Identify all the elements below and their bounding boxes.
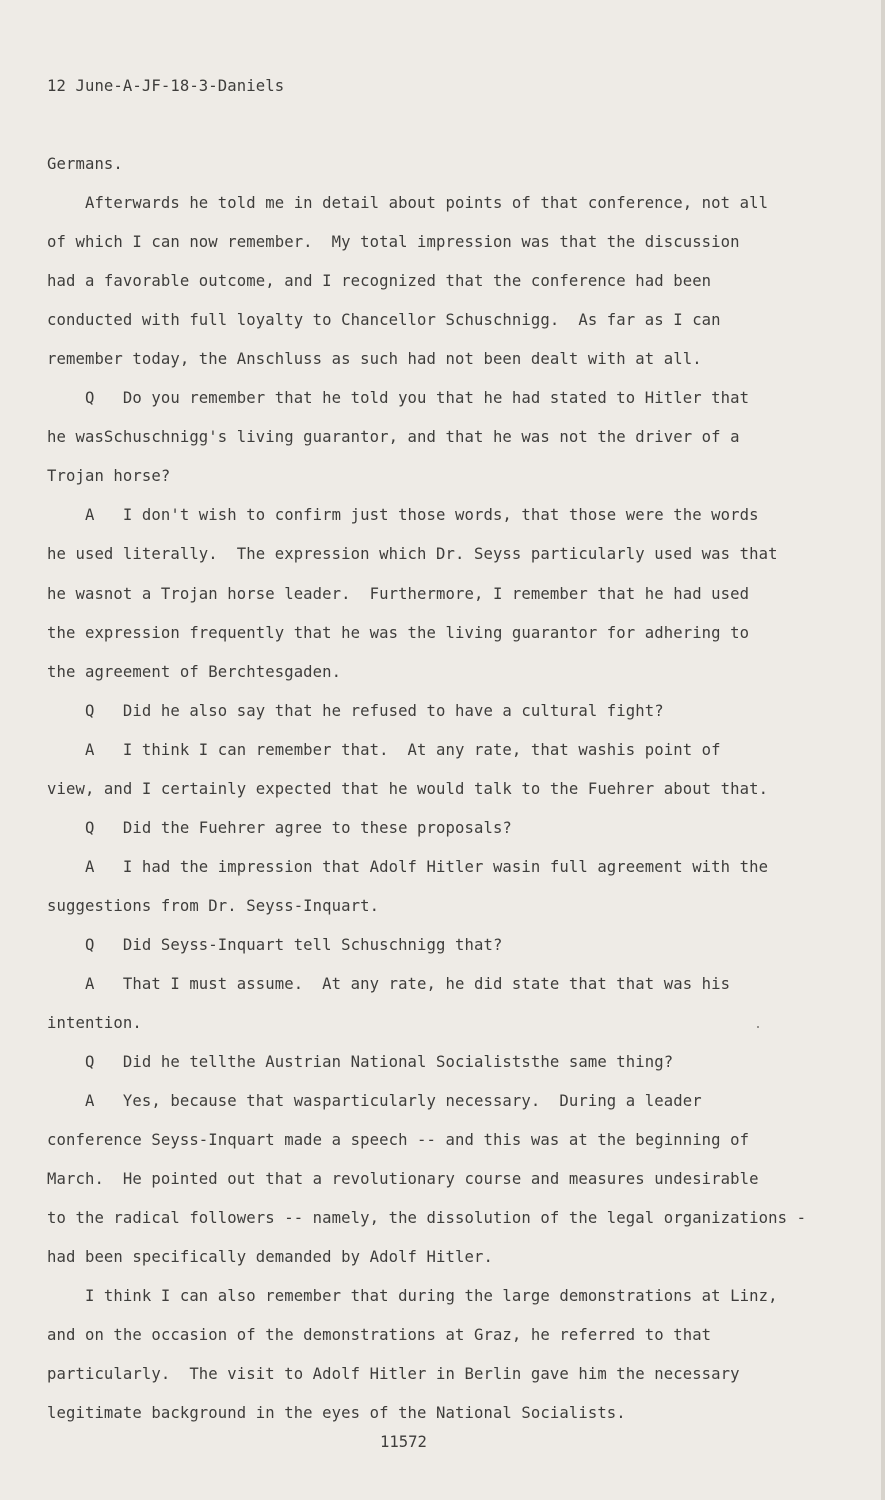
text-line: and on the occasion of the demonstrations at Graz, he referred to that bbox=[47, 1326, 712, 1344]
text-line: had a favorable outcome, and I recognized that the conference had been bbox=[47, 272, 712, 290]
text-line: Afterwards he told me in detail about points of that conference, not all bbox=[47, 194, 769, 212]
text-line: March. He pointed out that a revolutionary course and measures undesirable bbox=[47, 1170, 759, 1188]
text-line: Germans. bbox=[47, 155, 123, 173]
text-line: legitimate background in the eyes of the National Socialists. bbox=[47, 1404, 626, 1422]
text-line: intention. bbox=[47, 1014, 142, 1032]
text-line: Q Do you remember that he told you that he had stated to Hitler that bbox=[47, 389, 750, 407]
text-line: to the radical followers -- namely, the dissolution of the legal organizations - bbox=[47, 1209, 807, 1227]
text-line: A I don't wish to confirm just those words, that those were the words bbox=[47, 506, 759, 524]
text-line: I think I can also remember that during the large demonstrations at Linz, bbox=[47, 1287, 778, 1305]
text-line: Q Did the Fuehrer agree to these proposals? bbox=[47, 819, 512, 837]
text-line: A I think I can remember that. At any rate, that washis point of bbox=[47, 741, 721, 759]
text-line: remember today, the Anschluss as such had not been dealt with at all. bbox=[47, 350, 702, 368]
text-line: particularly. The visit to Adolf Hitler in Berlin gave him the necessary bbox=[47, 1365, 740, 1383]
page-edge bbox=[881, 0, 885, 1500]
text-line: Q Did Seyss-Inquart tell Schuschnigg that? bbox=[47, 936, 503, 954]
text-line: the expression frequently that he was the living guarantor for adhering to bbox=[47, 624, 750, 642]
text-line: he used literally. The expression which Dr. Seyss particularly used was that bbox=[47, 545, 778, 563]
text-line: Q Did he tellthe Austrian National Socialiststhe same thing? bbox=[47, 1053, 674, 1071]
text-line: Trojan horse? bbox=[47, 467, 171, 485]
text-line: the agreement of Berchtesgaden. bbox=[47, 663, 342, 681]
text-line: A Yes, because that wasparticularly necessary. During a leader bbox=[47, 1092, 702, 1110]
paper-speck bbox=[757, 1026, 759, 1028]
text-line: of which I can now remember. My total impression was that the discussion bbox=[47, 233, 740, 251]
text-line: A I had the impression that Adolf Hitler wasin full agreement with the bbox=[47, 858, 769, 876]
text-line: Q Did he also say that he refused to have a cultural fight? bbox=[47, 702, 664, 720]
text-line: view, and I certainly expected that he would talk to the Fuehrer about that. bbox=[47, 780, 769, 798]
text-line: conducted with full loyalty to Chancellor Schuschnigg. As far as I can bbox=[47, 311, 721, 329]
text-line: he wasnot a Trojan horse leader. Furthermore, I remember that he had used bbox=[47, 585, 750, 603]
text-line: suggestions from Dr. Seyss-Inquart. bbox=[47, 897, 380, 915]
text-line: conference Seyss-Inquart made a speech -- and this was at the beginning of bbox=[47, 1131, 750, 1149]
text-line: had been specifically demanded by Adolf Hitler. bbox=[47, 1248, 493, 1266]
page-number: 11572 bbox=[380, 1433, 427, 1451]
text-line: A That I must assume. At any rate, he did state that that was his bbox=[47, 975, 731, 993]
text-line: he wasSchuschnigg's living guarantor, and that he was not the driver of a bbox=[47, 428, 740, 446]
document-header: 12 June-A-JF-18-3-Daniels bbox=[47, 77, 285, 95]
